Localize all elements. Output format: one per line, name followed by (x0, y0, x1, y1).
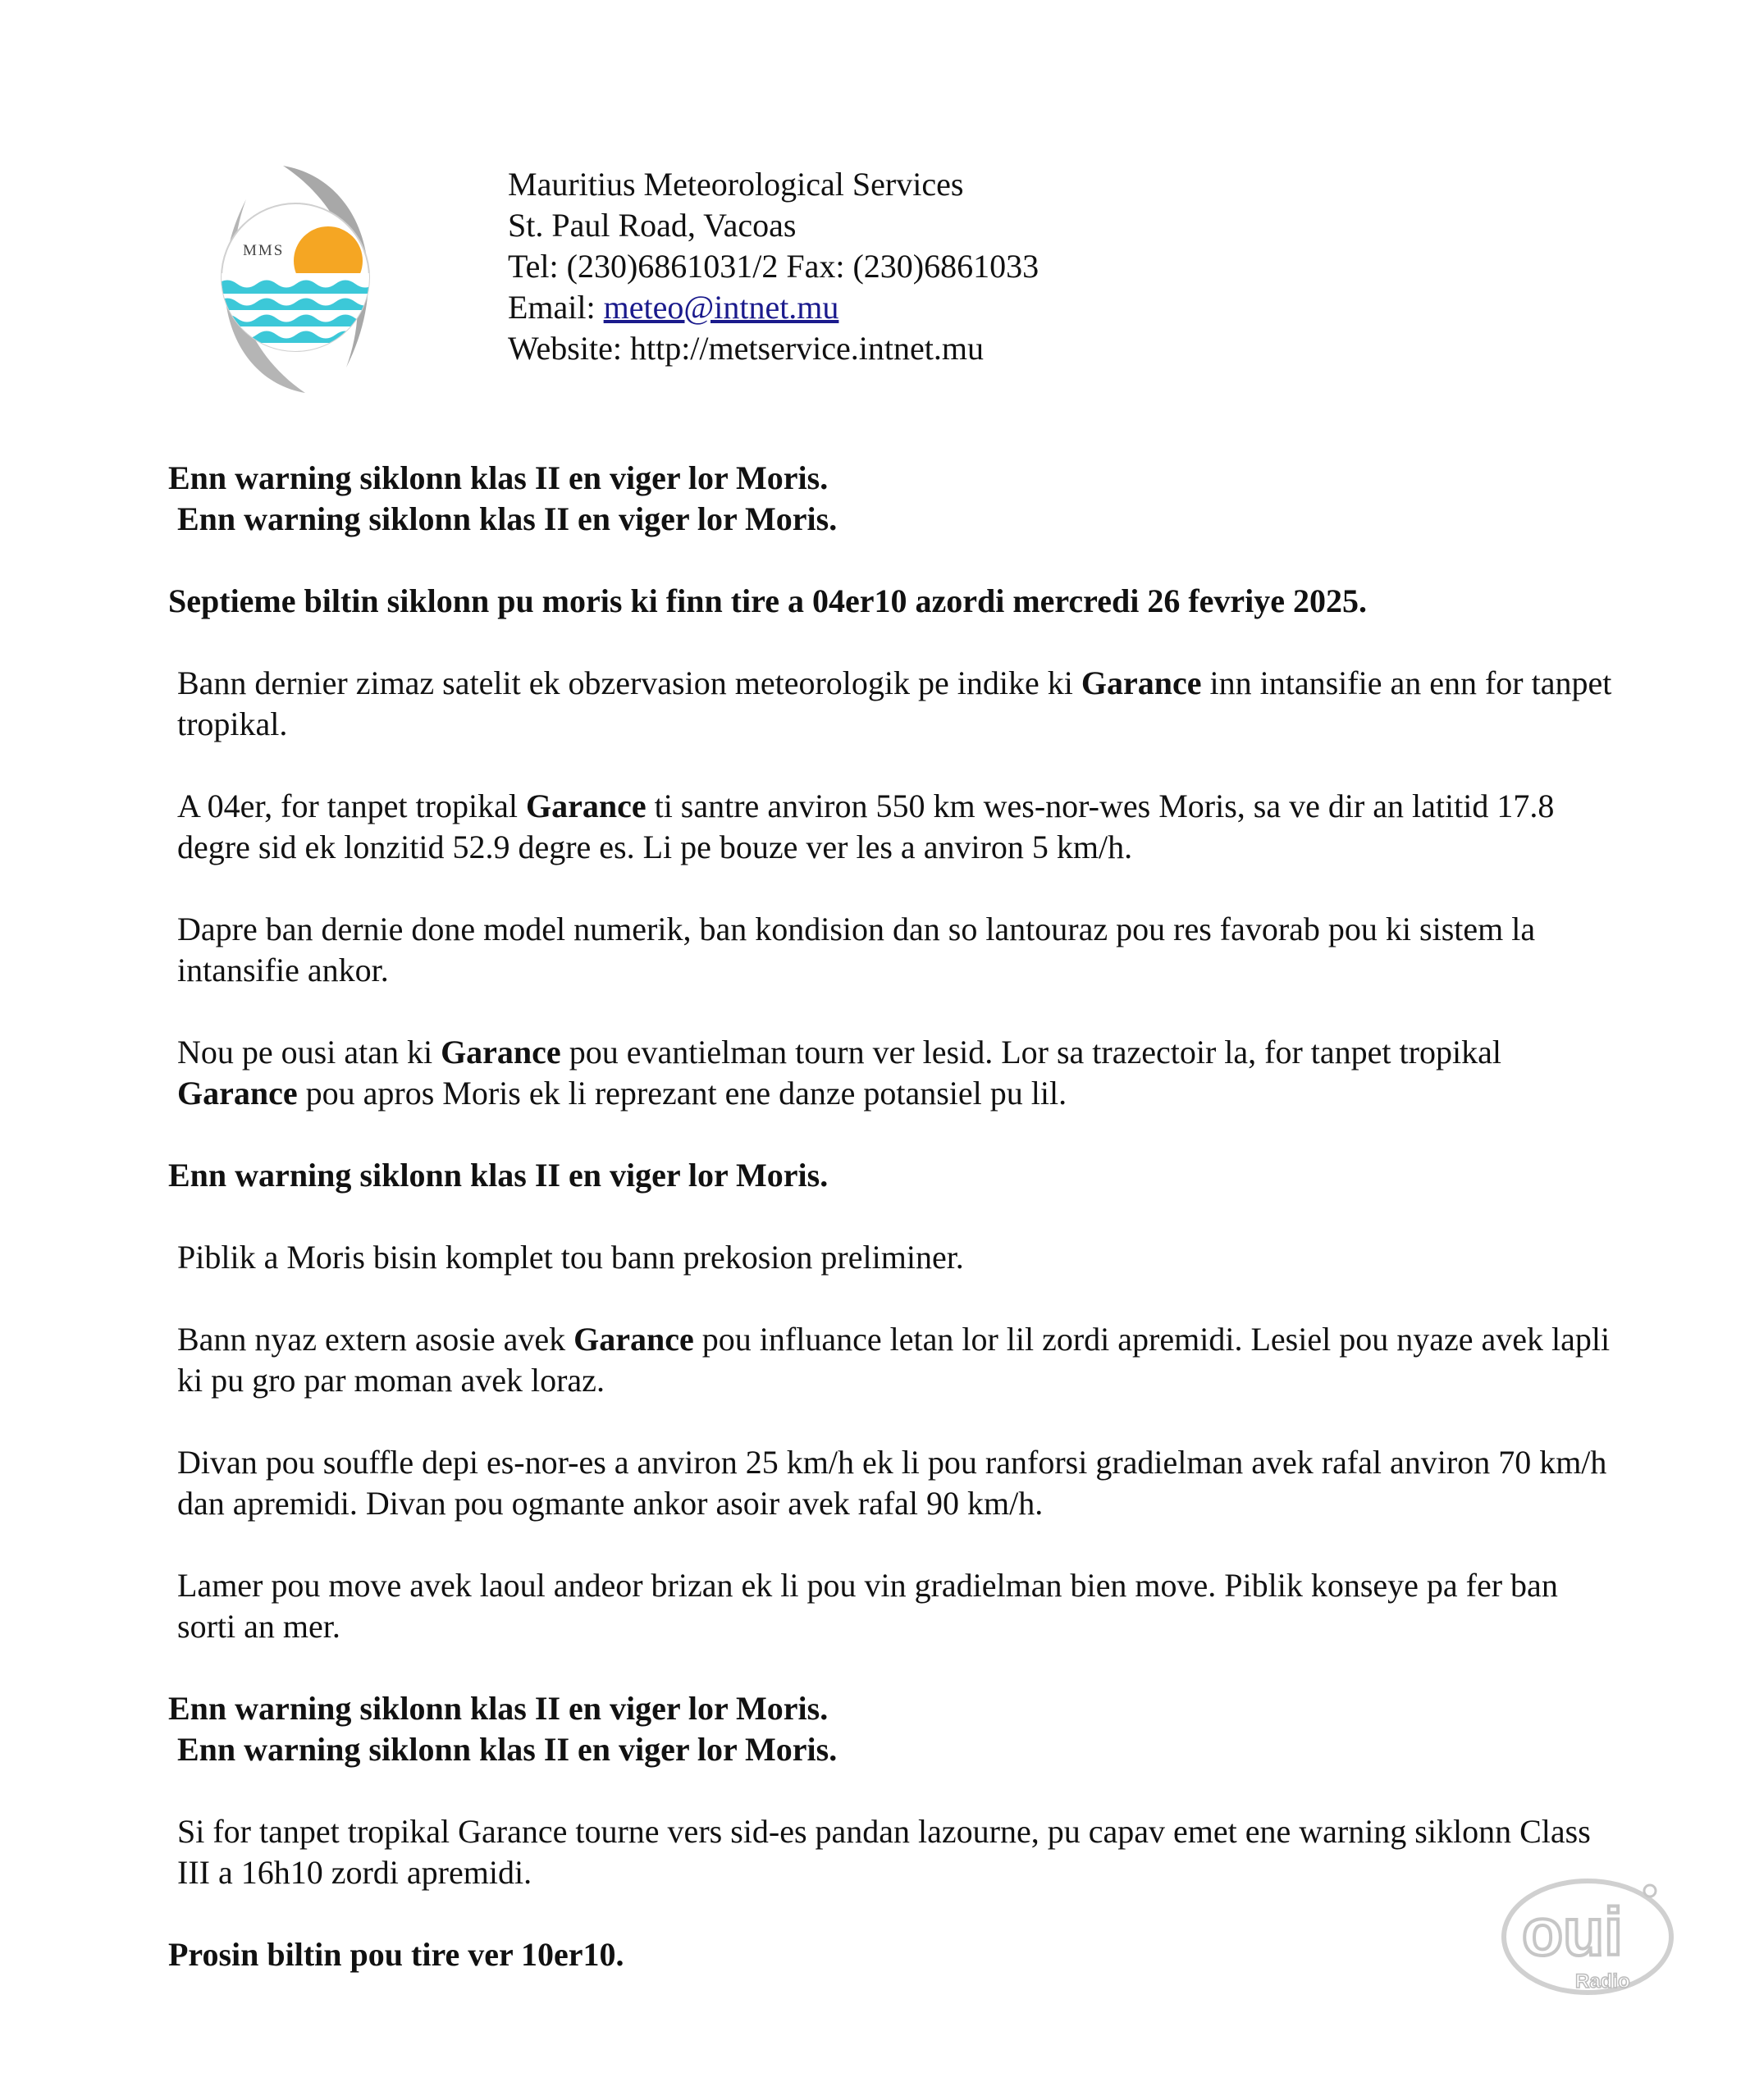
paragraph-satellite: Bann dernier zimaz satelit ek obzervasion meteorologik pe indike ki Garance inn intansifie an enn for tanpet tropikal. (177, 664, 1612, 742)
storm-name: Garance (1081, 664, 1202, 701)
svg-text:MMS: MMS (243, 242, 285, 259)
email-link[interactable]: meteo@intnet.mu (603, 289, 839, 326)
paragraph-clouds: Bann nyaz extern asosie avek Garance pou influance letan lor lil zordi apremidi. Lesiel pou nyaze avek lapli ki pu gro par moman avek loraz. (177, 1321, 1611, 1399)
header-block (508, 164, 1039, 369)
storm-name: Garance (441, 1034, 561, 1071)
address: St. Paul Road, Vacoas (508, 207, 797, 244)
warning-line: Enn warning siklonn klas II en viger lor Moris. (177, 500, 838, 537)
bulletin-body (168, 458, 1612, 2016)
warning-line: Enn warning siklonn klas II en viger lor Moris. (168, 459, 829, 496)
storm-name: Garance (177, 1075, 298, 1112)
bulletin-title: Septieme biltin siklonn pu moris ki finn tire a 04er10 azordi mercredi 26 fevriye 2025. (168, 582, 1368, 619)
warning-line-2: Enn warning siklonn klas II en viger lor Moris. (168, 1157, 829, 1194)
oui-radio-logo-icon (1497, 1873, 1682, 2004)
email-label: Email: (508, 289, 604, 326)
org-name: Mauritius Meteorological Services (508, 166, 964, 203)
paragraph-model: Dapre ban dernie done model numerik, ban kondision dan so lantouraz pou res favorab pou ki sistem la intansifie ankor. (177, 911, 1536, 988)
svg-text:oui: oui (1522, 1895, 1623, 1970)
paragraph-sea: Lamer pou move avek laoul andeor brizan ek li pou vin gradielman bien move. Piblik konseye pa fer ban sorti an mer. (177, 1567, 1558, 1645)
mms-logo-icon (205, 162, 386, 396)
paragraph-track: Nou pe ousi atan ki Garance pou evantielman tourn ver lesid. Lor sa trazectoir la, for tanpet tropikal Garance pou apros Moris ek li reprezant ene danze potansiel pu lil. (177, 1034, 1501, 1112)
next-bulletin: Prosin biltin pou tire ver 10er10. (168, 1936, 624, 1973)
storm-name: Garance (525, 788, 647, 824)
website: Website: http://metservice.intnet.mu (508, 330, 984, 367)
warning-line: Enn warning siklonn klas II en viger lor Moris. (177, 1731, 838, 1768)
paragraph-public: Piblik a Moris bisin komplet tou bann prekosion preliminer. (177, 1239, 964, 1276)
paragraph-class3: Si for tanpet tropikal Garance tourne vers sid-es pandan lazourne, pu capav emet ene warning siklonn Class III a 16h10 zordi apremidi. (177, 1813, 1591, 1891)
warning-line: Enn warning siklonn klas II en viger lor Moris. (168, 1690, 829, 1727)
tel-fax: Tel: (230)6861031/2 Fax: (230)6861033 (508, 248, 1039, 285)
email-line (508, 287, 1039, 328)
warning-block-3 (168, 1688, 1612, 1770)
paragraph-wind: Divan pou souffle depi es-nor-es a anviron 25 km/h ek li pou ranforsi gradielman avek rafal anviron 70 km/h dan apremidi. Divan pou ogmante ankor asoir avek rafal 90 km/h. (177, 1444, 1607, 1522)
storm-name: Garance (573, 1321, 694, 1358)
svg-text:Radio: Radio (1575, 1970, 1630, 1993)
warning-block-1 (168, 458, 1612, 540)
paragraph-position: A 04er, for tanpet tropikal Garance ti santre anviron 550 km wes-nor-wes Moris, sa ve dir an latitid 17.8 degre sid ek lonzitid 52.9 degre es. Li pe bouze ver les a anviron 5 km/h. (177, 788, 1555, 865)
